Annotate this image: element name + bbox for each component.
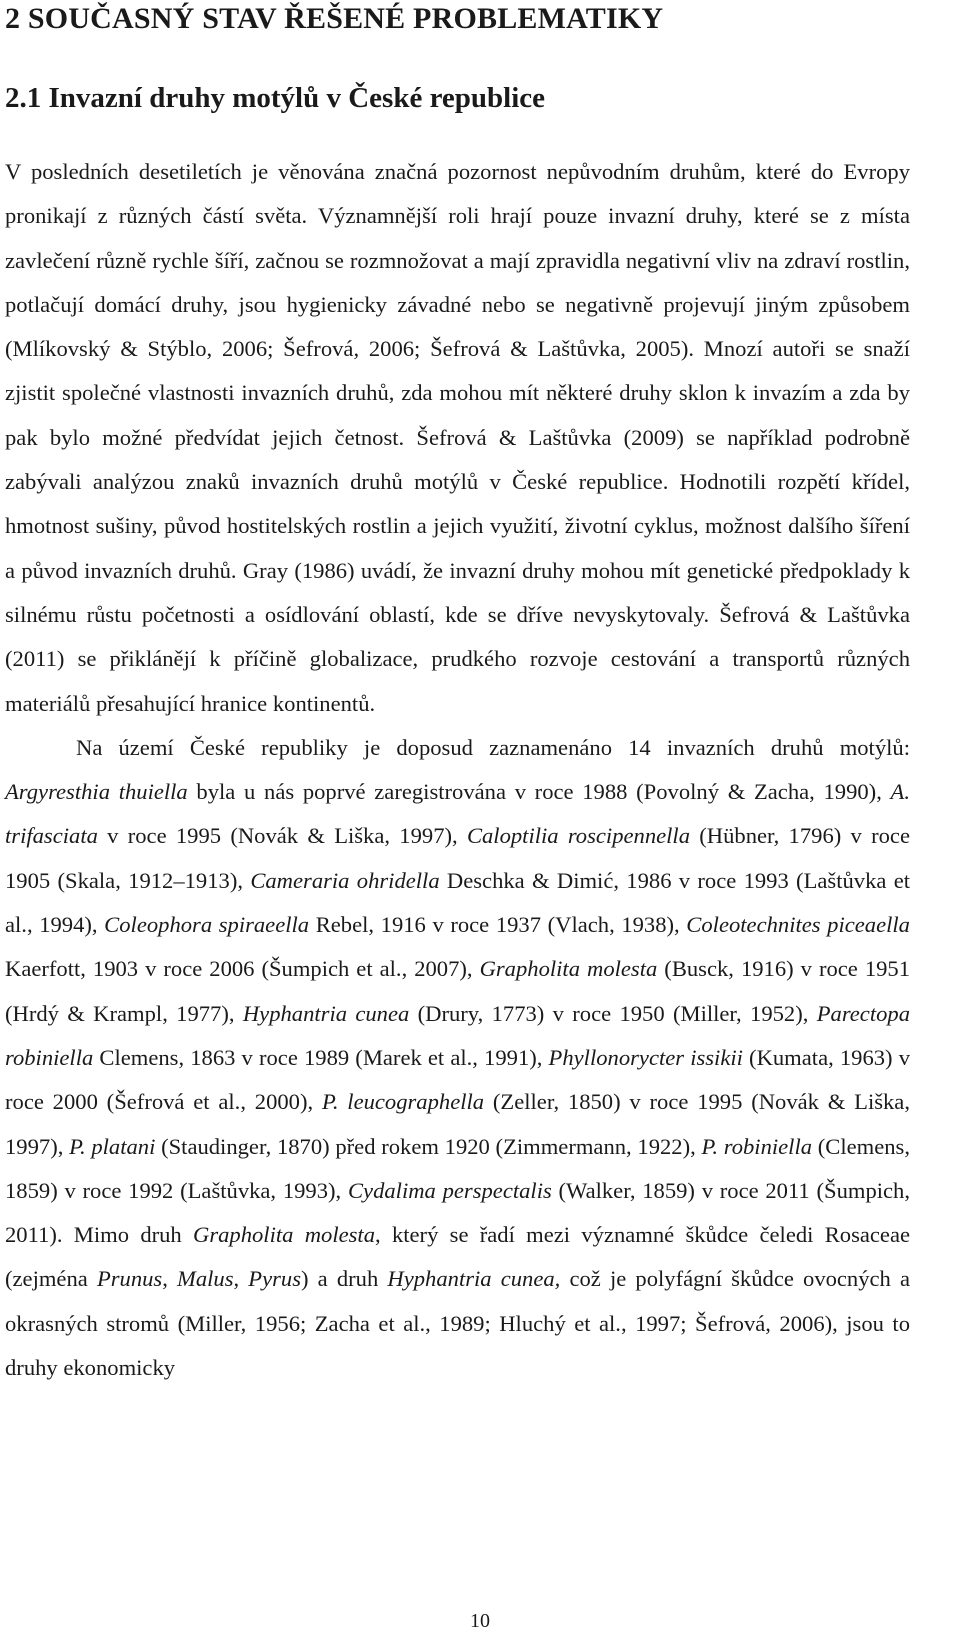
text-run: Na území České republiky je doposud zaznamenáno 14 invazních druhů motýlů: — [76, 734, 910, 760]
section-heading: 2.1 Invazní druhy motýlů v České republice — [5, 82, 546, 114]
species-name: A. trifasciata — [5, 779, 910, 849]
text-run: ) a druh — [301, 1266, 388, 1292]
text-run: (Hübner, 1796) v roce 1905 (Skala, 1912–1913), — [5, 823, 910, 893]
paragraph-2 — [5, 726, 910, 1390]
species-name: Cydalima perspectalis — [347, 1177, 552, 1203]
species-name: P. platani — [69, 1133, 156, 1159]
text-run: V posledních desetiletích je věnována značná pozornost nepůvodním druhům, které do Evropy pronikají z různých částí světa. Významnější roli hrají pouze invazní druhy, které se z místa zavlečení různě rychle šíří, začnou se rozmnožovat a mají zpravidla negativní vliv na zdraví rostlin, potlačují domácí druhy, jsou hygienicky závadné nebo se negativně projevují jiným způsobem (Mlíkovský & Stýblo, 2006; Šefrová, 2006; Šefrová & Laštůvka, 2005). Mnozí autoři se snaží zjistit společné vlastnosti invazních druhů, zda mohou mít některé druhy sklon k invazím a zda by pak bylo možné předvídat jejich četnost. Šefrová & Laštůvka (2009) se například podrobně zabývali analýzou znaků invazních druhů motýlů v České republice. Hodnotili rozpětí křídel, hmotnost sušiny, původ hostitelských rostlin a jejich využití, životní cyklus, možnost dalšího šíření a původ invazních druhů. Gray (1986) uvádí, že invazní druhy mohou mít genetické předpoklady k silnému růstu početnosti a osídlování oblastí, kde se dříve nevyskytovaly. Šefrová & Laštůvka (2011) se přiklánějí k příčině globalizace, prudkého rozvoje cestování a transportů různých materiálů přesahující hranice kontinentů. — [5, 159, 910, 716]
text-run: (Clemens, 1859) v roce 1992 (Laštůvka, 1993), — [5, 1133, 910, 1203]
text-run: , — [233, 1266, 249, 1292]
species-name: Coleotechnites piceaella — [686, 912, 910, 938]
species-name: Caloptilia roscipennella — [466, 823, 690, 849]
text-run: (Busck, 1916) v roce 1951 (Hrdý & Krampl, 1977), — [5, 956, 911, 1026]
species-name: Grapholita molesta — [193, 1222, 376, 1248]
text-run: (Staudinger, 1870) před rokem 1920 (Zimmermann, 1922), — [155, 1133, 702, 1159]
text-run: Kaerfott, 1903 v roce 2006 (Šumpich et al., 2007), — [5, 956, 480, 982]
species-name: P. robiniella — [701, 1133, 813, 1159]
species-name: Prunus — [96, 1266, 163, 1292]
page-number: 10 — [470, 1610, 490, 1632]
text-run: (Kumata, 1963) v roce 2000 (Šefrová et al., 2000), — [5, 1044, 910, 1115]
species-name: Coleophora spiraeella — [104, 912, 310, 938]
species-name: Pyrus — [248, 1266, 302, 1292]
text-run: , který se řadí mezi významné škůdce čeledi Rosaceae (zejména — [5, 1222, 911, 1292]
text-run: (Zeller, 1850) v roce 1995 (Novák & Liška, 1997), — [5, 1089, 910, 1159]
text-run: Clemens, 1863 v roce 1989 (Marek et al., 1991), — [93, 1044, 549, 1070]
text-run: byla u nás poprvé zaregistrována v roce 1988 (Povolný & Zacha, 1990), — [187, 779, 891, 805]
species-name: Argyresthia thuiella — [5, 779, 188, 805]
text-run: Rebel, 1916 v roce 1937 (Vlach, 1938), — [309, 912, 687, 938]
text-run: , — [162, 1266, 178, 1292]
species-name: Hyphantria cunea — [242, 1000, 410, 1026]
text-run: Deschka & Dimić, 1986 v roce 1993 (Laštůvka et al., 1994), — [5, 867, 911, 938]
paragraph-1 — [5, 150, 910, 726]
species-name: P. leucographella — [321, 1089, 485, 1115]
text-run: (Drury, 1773) v roce 1950 (Miller, 1952), — [409, 1000, 817, 1026]
text-run: což je polyfágní škůdce ovocných a okrasných stromů (Miller, 1956; Zacha et al., 1989; Hluchý et al., 1997; Šefrová, 2006), jsou to druhy ekonomicky — [5, 1266, 911, 1381]
text-run: v roce 1995 (Novák & Liška, 1997), — [97, 823, 467, 849]
species-name: Parectopa robiniella — [5, 1000, 910, 1070]
species-name: Hyphantria cunea, — [387, 1266, 561, 1292]
body-text — [5, 150, 910, 1390]
species-name: Phyllonorycter issikii — [548, 1044, 743, 1070]
species-name: Cameraria ohridella — [250, 867, 440, 893]
species-name: Malus — [177, 1266, 234, 1292]
species-name: Grapholita molesta — [479, 956, 658, 982]
text-run: (Walker, 1859) v roce 2011 (Šumpich, 2011). Mimo druh — [5, 1177, 910, 1248]
chapter-heading: 2 SOUČASNÝ STAV ŘEŠENÉ PROBLEMATIKY — [5, 2, 664, 35]
